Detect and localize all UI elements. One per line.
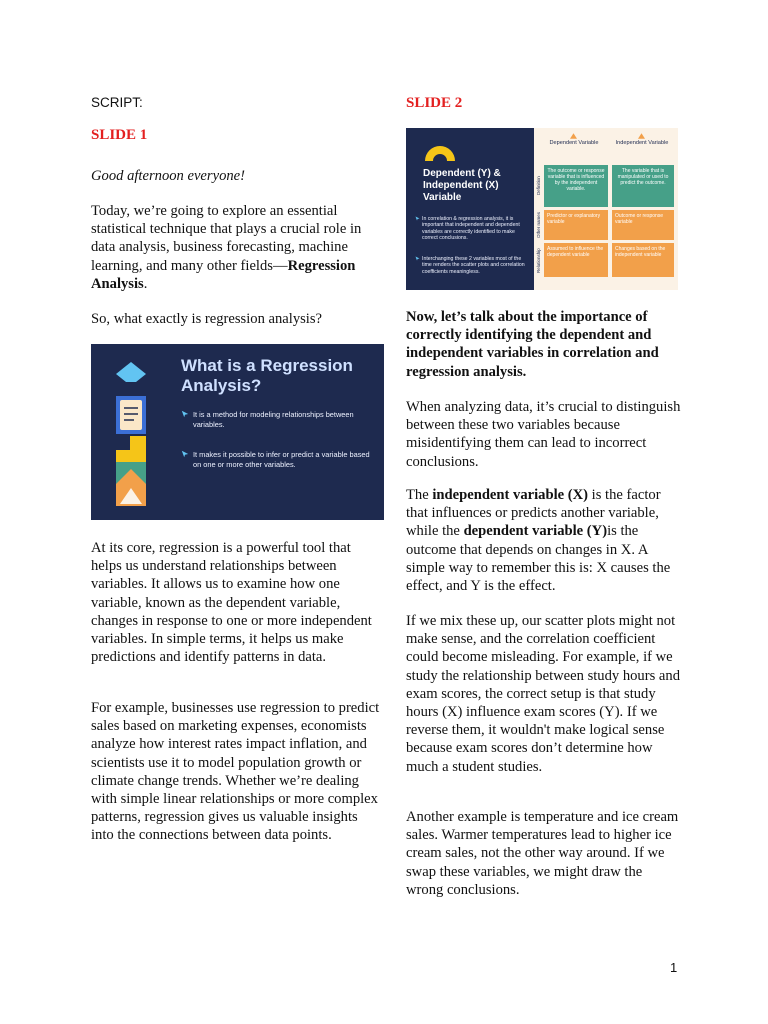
cell-names-dependent: Predictor or explanatory variable <box>544 210 608 240</box>
def-bold-independent: independent variable (X) <box>432 487 589 503</box>
cursor-arrow-icon <box>415 216 420 221</box>
slide1-bullet-2-text: It makes it possible to infer or predict a variable based on one or more other variables. <box>193 450 370 469</box>
question-paragraph: So, what exactly is regression analysis? <box>91 311 323 327</box>
triangle-marker-icon <box>638 133 645 139</box>
cursor-arrow-icon <box>415 256 420 261</box>
core-paragraph: At its core, regression is a powerful tool that helps us understand relationships between variables. It allows us to examine how one variable, known as the dependent variable, changes in response to one or more independent variables. In simple terms, it helps us make predictions and identify patterns in data. <box>91 540 372 666</box>
greeting: Good afternoon everyone! <box>91 168 245 184</box>
cell-definition-dependent: The outcome or response variable that is influenced by the independent variable. <box>544 165 608 207</box>
def-text-1: The <box>406 487 433 503</box>
row-label-relationship: Relationship <box>536 248 541 274</box>
intro-paragraph <box>91 202 381 293</box>
slide1-image-bullet-1 <box>181 410 376 430</box>
right-column <box>406 0 682 1024</box>
slide1-image-title: What is a Regression Analysis? <box>181 356 353 395</box>
slide1-image <box>91 344 384 520</box>
cell-definition-independent: The variable that is manipulated or used to predict the outcome. <box>612 165 674 207</box>
slide1-image-bullet-2 <box>181 450 376 470</box>
cursor-arrow-icon <box>181 450 189 458</box>
script-label: SCRIPT: <box>91 95 143 110</box>
arch-icon <box>423 143 457 163</box>
row-label-other-names: Other names <box>536 212 541 239</box>
slide1-label: SLIDE 1 <box>91 127 148 143</box>
def-bold-dependent: dependent variable (Y) <box>463 523 608 540</box>
mixup-paragraph: If we mix these up, our scatter plots might not make sense, and the correlation coefficient could become misleading. For example, if we study the relationship between study hours and exam scores, the correct setup is that study hours (X) influence exam scores (Y). If we reverse them, it wouldn't make logical sense because exam scores don’t determine how much a student studies. <box>406 613 680 775</box>
page-number: 1 <box>670 960 678 975</box>
column-head-dependent: Dependent Variable <box>549 140 599 146</box>
intro-bold: Regression Analysis <box>91 257 356 292</box>
cell-names-independent: Outcome or response variable <box>612 210 674 240</box>
column-head-independent: Independent Variable <box>615 140 669 146</box>
def-text-2: is the factor that influences or predicts another variable, while the <box>406 487 661 540</box>
slide2-bullet-2-text: Interchanging these 2 variables most of the time renders the scatter plots and correlation coefficients meaningless. <box>422 256 525 275</box>
icecream-paragraph: Another example is temperature and ice cream sales. Warmer temperatures lead to higher ice cream sales, not the other way around. If we swap these variables, we might draw the wrong conclusions. <box>406 809 679 898</box>
blocks-illustration <box>106 354 156 514</box>
slide2-label: SLIDE 2 <box>406 95 463 111</box>
slide2-image-bullet-1 <box>415 216 529 242</box>
cell-relationship-independent: Changes based on the independent variable <box>612 243 674 277</box>
row-label-definition: Definition <box>536 176 541 196</box>
left-column <box>91 0 381 1024</box>
slide1-bullet-1-text: It is a method for modeling relationships between variables. <box>193 410 354 429</box>
slide2-image-bullet-2 <box>415 256 529 275</box>
slide2-image-left-panel <box>406 128 534 290</box>
intro-end: . <box>143 275 148 292</box>
slide2-heading: Now, let’s talk about the importance of correctly identifying the dependent and independent variables in correlation and regression analysis. <box>406 309 659 380</box>
cell-relationship-dependent: Assumed to influence the dependent variable <box>544 243 608 277</box>
intro-text: Today, we’re going to explore an essential statistical technique that plays a crucial role in data analysis, business forecasting, machine learning, and many other fields— <box>91 203 362 274</box>
example-paragraph: For example, businesses use regression to predict sales based on marketing expenses, economists analyze how interest rates impact inflation, and scientists use it to model population growth or climate change trends. Whether we’re dealing with simple linear relationships or more complex patterns, regression gives us valuable insights into the connections between data points. <box>91 700 380 844</box>
cursor-arrow-icon <box>181 410 189 418</box>
definition-paragraph <box>406 486 682 595</box>
slide2-image-title: Dependent (Y) & Independent (X) Variable <box>423 168 501 203</box>
analyzing-paragraph: When analyzing data, it’s crucial to distinguish between these two variables because misidentifying them can lead to incorrect conclusions. <box>406 399 681 470</box>
def-text-3: is the outcome that depends on changes in X. A simple way to remember this is: X causes the effect, and Y is the effect. <box>406 523 671 595</box>
slide2-image <box>406 128 678 290</box>
triangle-marker-icon <box>570 133 577 139</box>
slide2-bullet-1-text: In correlation & regression analysis, it is important that independent and dependent variables are correctly identified to make correct conclusions. <box>422 216 520 242</box>
